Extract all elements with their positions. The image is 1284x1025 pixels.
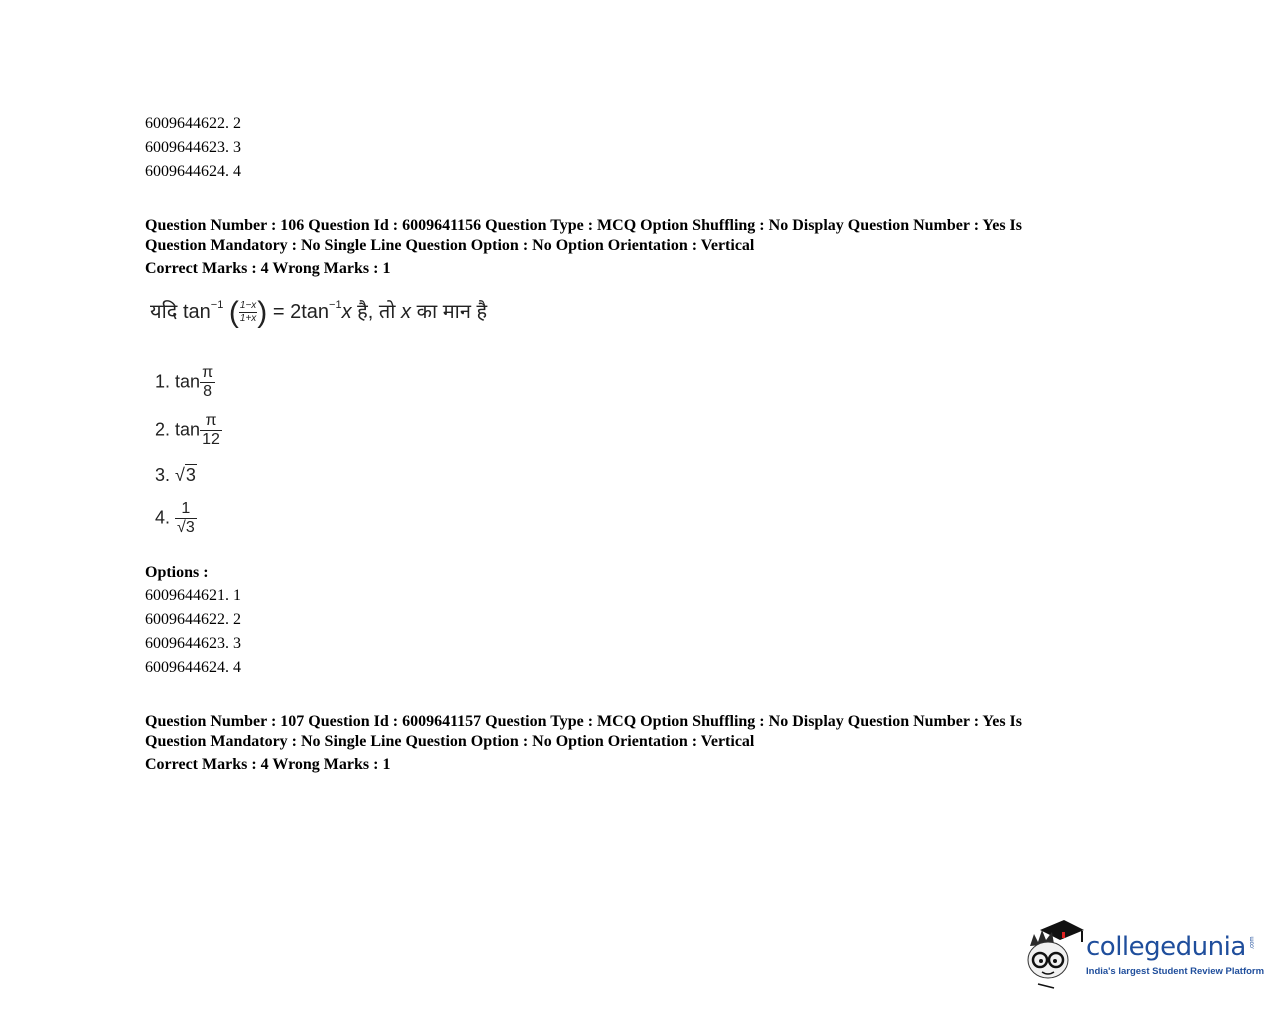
question-107-marks: Correct Marks : 4 Wrong Marks : 1 (145, 756, 391, 773)
tan-function: tan (175, 419, 201, 440)
square-root (175, 465, 197, 486)
option-line: 6009644622. 2 (145, 115, 241, 132)
root-symbol: √ (177, 519, 186, 536)
fraction-denominator (175, 519, 197, 537)
choice-3 (155, 465, 197, 486)
fraction (239, 300, 257, 325)
inverse-superscript: −1 (210, 299, 224, 311)
fraction (200, 364, 215, 401)
option-line: 6009644623. 3 (145, 635, 241, 652)
choice-label: 3. (155, 465, 171, 485)
option-line: 6009644622. 2 (145, 611, 241, 628)
question-tail: का मान है (416, 301, 488, 323)
question-suffix: है, तो (357, 301, 396, 323)
tan-function: tan (175, 371, 201, 392)
logo-com: .com (1249, 936, 1256, 950)
options-label: Options : (145, 564, 209, 581)
fraction-denominator: 8 (203, 383, 213, 400)
fraction-denominator: 1+x (239, 313, 257, 325)
fraction-numerator: π (200, 412, 222, 431)
collegedunia-logo (1024, 918, 1265, 990)
fraction-numerator: 1−x (239, 300, 257, 312)
equals-sign: = 2 (272, 301, 302, 323)
question-prefix: यदि (150, 301, 178, 323)
choice-4 (155, 500, 197, 537)
question-106-header-line1: Question Number : 106 Question Id : 6009641156 Question Type : MCQ Option Shuffling : No Display Question Number : Yes Is (145, 217, 1022, 234)
logo-tagline: India's largest Student Review Platform (1086, 966, 1265, 977)
question-107-header-line1: Question Number : 107 Question Id : 6009641157 Question Type : MCQ Option Shuffling : No Display Question Number : Yes Is (145, 713, 1022, 730)
option-line: 6009644624. 4 (145, 163, 241, 180)
option-line: 6009644623. 3 (145, 139, 241, 156)
logo-wordmark: collegedunia (1086, 932, 1246, 962)
question-106-header-line2: Question Mandatory : No Single Line Question Option : No Option Orientation : Vertical (145, 237, 755, 254)
question-107-header-line2: Question Mandatory : No Single Line Question Option : No Option Orientation : Vertical (145, 733, 755, 750)
question-106-marks: Correct Marks : 4 Wrong Marks : 1 (145, 260, 391, 277)
question-106-text (150, 296, 487, 336)
fraction (175, 500, 197, 537)
inverse-superscript: −1 (329, 299, 342, 311)
tan-function: tan (182, 301, 211, 323)
choice-1 (155, 364, 215, 401)
radicand: 3 (185, 465, 196, 485)
mascot-icon (1024, 918, 1086, 990)
root-symbol: √ (175, 465, 185, 485)
choice-label: 1. (155, 371, 171, 392)
option-line: 6009644624. 4 (145, 659, 241, 676)
fraction-denominator: 12 (202, 431, 220, 448)
fraction-numerator: π (202, 364, 214, 381)
variable-x: x (341, 301, 352, 323)
tan-function: tan (301, 301, 330, 323)
variable-x: x (401, 301, 412, 323)
fraction-numerator: 1 (175, 500, 197, 519)
choice-label: 4. (155, 507, 171, 528)
left-paren: ( (228, 296, 239, 329)
fraction (200, 412, 222, 449)
choice-label: 2. (155, 419, 171, 440)
radicand: 3 (185, 519, 195, 536)
right-paren: ) (257, 296, 268, 329)
choice-2 (155, 412, 222, 449)
option-line: 6009644621. 1 (145, 587, 241, 604)
